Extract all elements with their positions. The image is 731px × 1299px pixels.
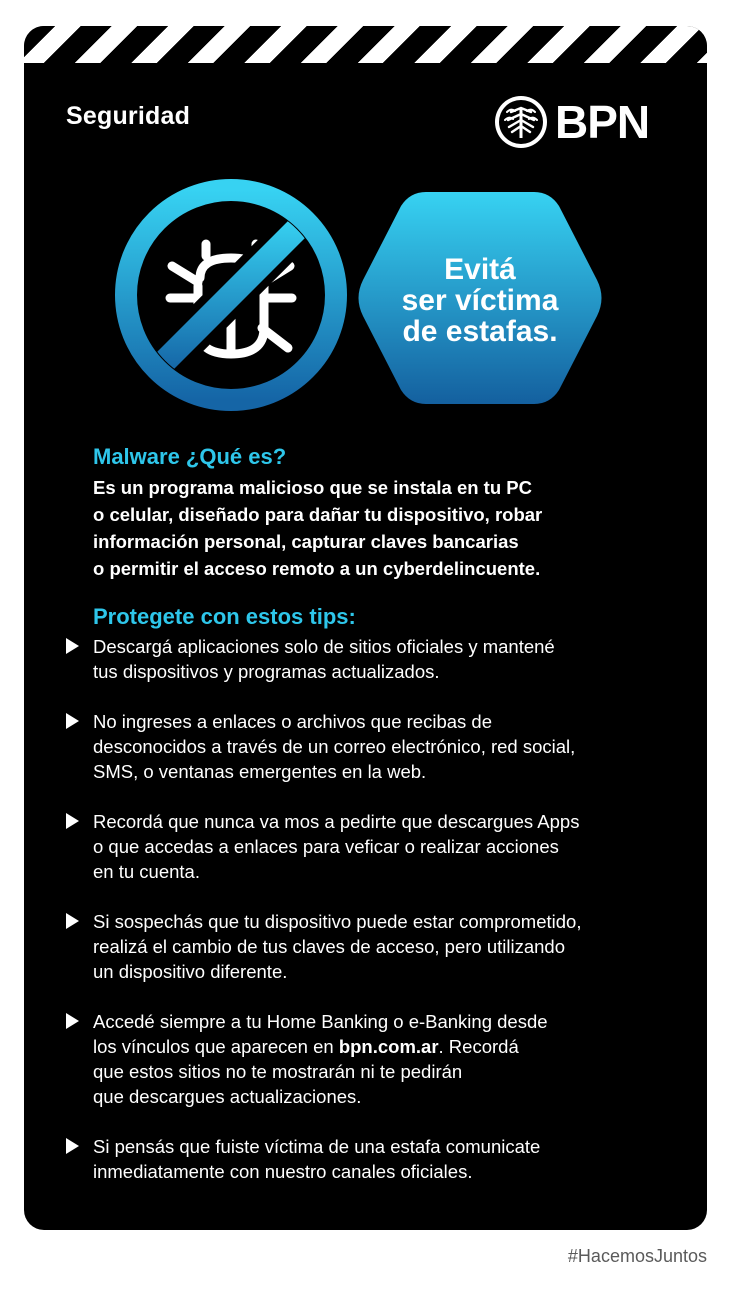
tip-line: o que accedas a enlaces para veficar o realizar acciones bbox=[93, 836, 559, 857]
tip-text bbox=[93, 634, 555, 684]
tip-line bbox=[93, 1034, 548, 1059]
tip-line: Si sospechás que tu dispositivo puede estar comprometido, bbox=[93, 911, 582, 932]
tip-line: Descargá aplicaciones solo de sitios oficiales y mantené bbox=[93, 636, 555, 657]
banner-line: Evitá bbox=[444, 253, 516, 286]
description-line: o celular, diseñado para dañar tu dispositivo, robar bbox=[93, 504, 543, 525]
tips-title: Protegete con estos tips: bbox=[93, 604, 356, 629]
tip-line: No ingreses a enlaces o archivos que recibas de bbox=[93, 711, 493, 732]
banner-line: ser víctima bbox=[401, 284, 559, 317]
malware-title: Malware ¿Qué es? bbox=[93, 444, 287, 469]
bpn-website-link[interactable]: bpn.com.ar bbox=[338, 1036, 439, 1057]
play-arrow-icon bbox=[66, 1013, 79, 1029]
tip-text bbox=[93, 709, 575, 784]
tip-line-text: los vínculos que aparecen en bbox=[93, 1036, 339, 1057]
tip-line: en tu cuenta. bbox=[93, 861, 200, 882]
tip-line: SMS, o ventanas emergentes en la web. bbox=[93, 761, 427, 782]
tip-line: realizá el cambio de tus claves de acceso, pero utilizando bbox=[93, 936, 566, 957]
play-arrow-icon bbox=[66, 713, 79, 729]
tip-line-text: . Recordá bbox=[438, 1036, 519, 1057]
hashtag: #HacemosJuntos bbox=[567, 1246, 707, 1266]
tip-text bbox=[93, 809, 579, 884]
tip-text bbox=[93, 1009, 548, 1109]
description-line: o permitir el acceso remoto a un cyberdelincuente. bbox=[93, 558, 541, 579]
tip-line: un dispositivo diferente. bbox=[93, 961, 288, 982]
brand-name: BPN bbox=[555, 96, 650, 148]
play-arrow-icon bbox=[66, 913, 79, 929]
tree-icon bbox=[493, 94, 549, 150]
description-line: Es un programa malicioso que se instala en tu PC bbox=[93, 477, 532, 498]
malware-description bbox=[93, 474, 693, 582]
tip-line: inmediatamente con nuestro canales oficiales. bbox=[93, 1161, 473, 1182]
tip-line: Recordá que nunca va mos a pedirte que descargues Apps bbox=[93, 811, 580, 832]
tip-line: que descargues actualizaciones. bbox=[93, 1086, 362, 1107]
security-card bbox=[24, 26, 707, 1230]
tip-line: que estos sitios no te mostrarán ni te pedirán bbox=[93, 1061, 463, 1082]
bpn-logo bbox=[493, 94, 649, 150]
tip-line: desconocidos a través de un correo electrónico, red social, bbox=[93, 736, 576, 757]
striped-border bbox=[24, 26, 707, 63]
tip-line: Accedé siempre a tu Home Banking o e-Banking desde bbox=[93, 1011, 548, 1032]
tip-text bbox=[93, 1134, 540, 1184]
banner-line: de estafas. bbox=[402, 315, 558, 348]
tip-line: Si pensás que fuiste víctima de una estafa comunicate bbox=[93, 1136, 541, 1157]
play-arrow-icon bbox=[66, 813, 79, 829]
tip-text bbox=[93, 909, 581, 984]
play-arrow-icon bbox=[66, 1138, 79, 1154]
banner-headline bbox=[354, 254, 606, 347]
no-malware-icon bbox=[114, 178, 348, 412]
description-line: información personal, capturar claves bancarias bbox=[93, 531, 519, 552]
tip-line: tus dispositivos y programas actualizados. bbox=[93, 661, 440, 682]
play-arrow-icon bbox=[66, 638, 79, 654]
category-label: Seguridad bbox=[66, 102, 191, 130]
